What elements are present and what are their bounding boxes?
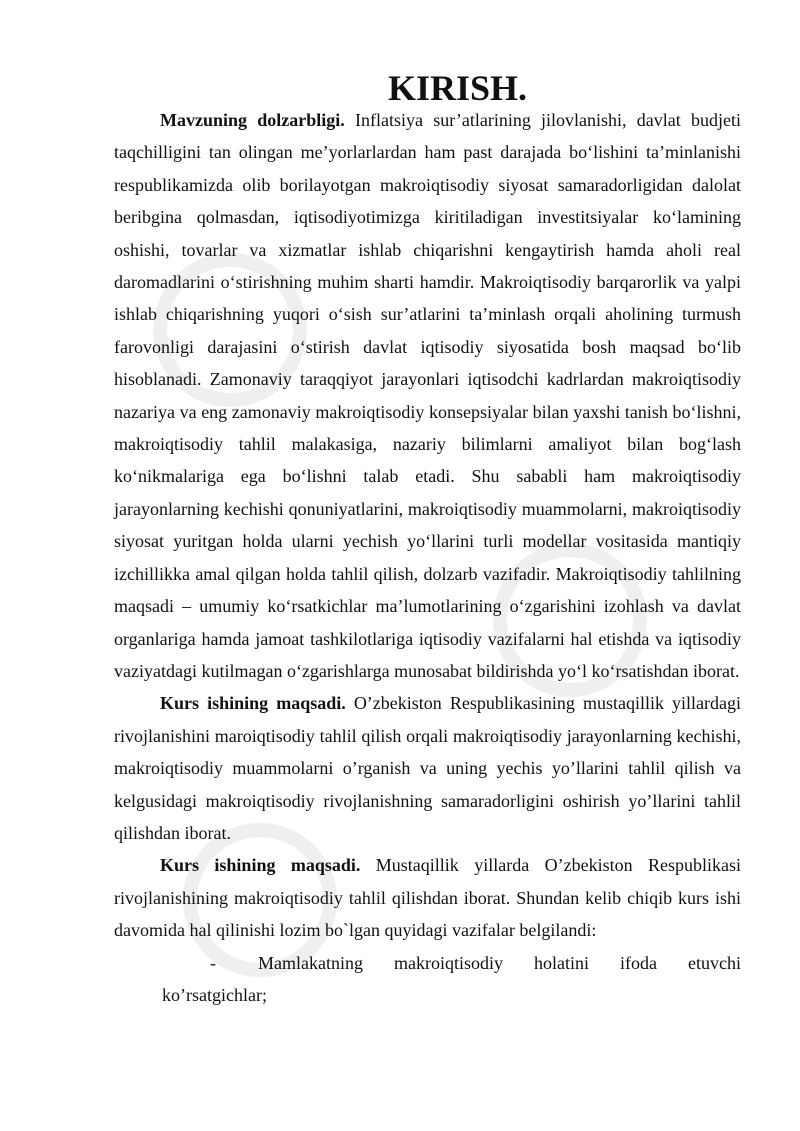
paragraph-text: Mustaqillik yillarda O’zbekiston Respublikasi rivojlanishining makroiqtisodiy tahlil qilishdan iborat. Shundan kelib chiqib kurs ishi davomida hal qilinishi lozim bo`lgan quyidagi vazifalar belgilandi: [114,855,741,941]
paragraph-lead: Mavzuning dolzarbligi. [160,110,345,130]
paragraph-text: O’zbekiston Respublikasining mustaqillik yillardagi rivojlanishini maroiqtisodiy tahlil qilish orqali makroiqtisodiy jarayonlarning kechishi, makroiqtisodiy muammolarni o’rganish va uning yechis yo’llarini tahlil qilish va kelgusidagi makroiqtisodiy rivojlanishning samaradorligini oshirish yo’llarini tahlil qilishdan iborat. [114,693,741,843]
list-bullet: - [210,952,216,973]
paragraph-lead: Kurs ishining maqsadi. [160,855,361,876]
page-title: KIRISH. [387,68,528,108]
paragraph-goal-tasks [114,849,741,946]
list-item [114,947,741,1012]
document-body [114,68,741,1011]
paragraph-text: Inflatsiya sur’atlarining jilovlanishi, davlat budjeti taqchilligini tan olingan me’yorlarlardan ham past darajada bo‘lishini ta’minlanishi respublikamizda olib borilayotgan makroiqtisodiy siyosat samaradorligidan dalolat beribgina qolmasdan, iqtisodiyotimizga kiritiladigan investitsiyalar ko‘lamining oshishi, tovarlar va xizmatlar ishlab chiqarishni kengaytirish hamda aholi real daromadlarini o‘stirishning muhim sharti hamdir. Makroiqtisodiy barqarorlik va yalpi ishlab chiqarishning yuqori o‘sish sur’atlarini ta’minlash orqali aholining turmush farovonligi darajasini o‘stirish davlat iqtisodiy siyosatida bosh maqsad bo‘lib hisoblanadi. Zamonaviy taraqqiyot jarayonlari iqtisodchi kadrlardan makroiqtisodiy nazariya va eng zamonaviy makroiqtisodiy konsepsiyalar bilan yaxshi tanish bo‘lishni, makroiqtisodiy tahlil malakasiga, nazariy bilimlarni amaliyot bilan bog‘lash ko‘nikmalariga ega bo‘lishni talab etadi. Shu sababli ham makroiqtisodiy jarayonlarning kechishi qonuniyatlarini, makroiqtisodiy muammolarni, makroiqtisodiy siyosat yuritgan holda ularni yechish yo‘llarini turli modellar vositasida mantiqiy izchillikka amal qilgan holda tahlil qilish, dolzarb vazifadir. Makroiqtisodiy tahlilning maqsadi – umumiy ko‘rsatkichlar ma’lumotlarining o‘zgarishini izohlash va davlat organlariga hamda jamoat tashkilotlariga iqtisodiy vazifalarni hal etishda va iqtisodiy vaziyatdagi kutilmagan o‘zgarishlarga munosabat bildirishda yo‘l ko‘rsatishdan iborat. [114,110,741,681]
list-item-text: Mamlakatning makroiqtisodiy holatini ifoda etuvchi [258,952,741,973]
paragraph-goal [114,687,741,849]
paragraph-relevance [114,104,741,687]
paragraph-lead: Kurs ishining maqsadi. [160,693,346,714]
list-item-continuation: ko’rsatgichlar; [162,984,267,1005]
